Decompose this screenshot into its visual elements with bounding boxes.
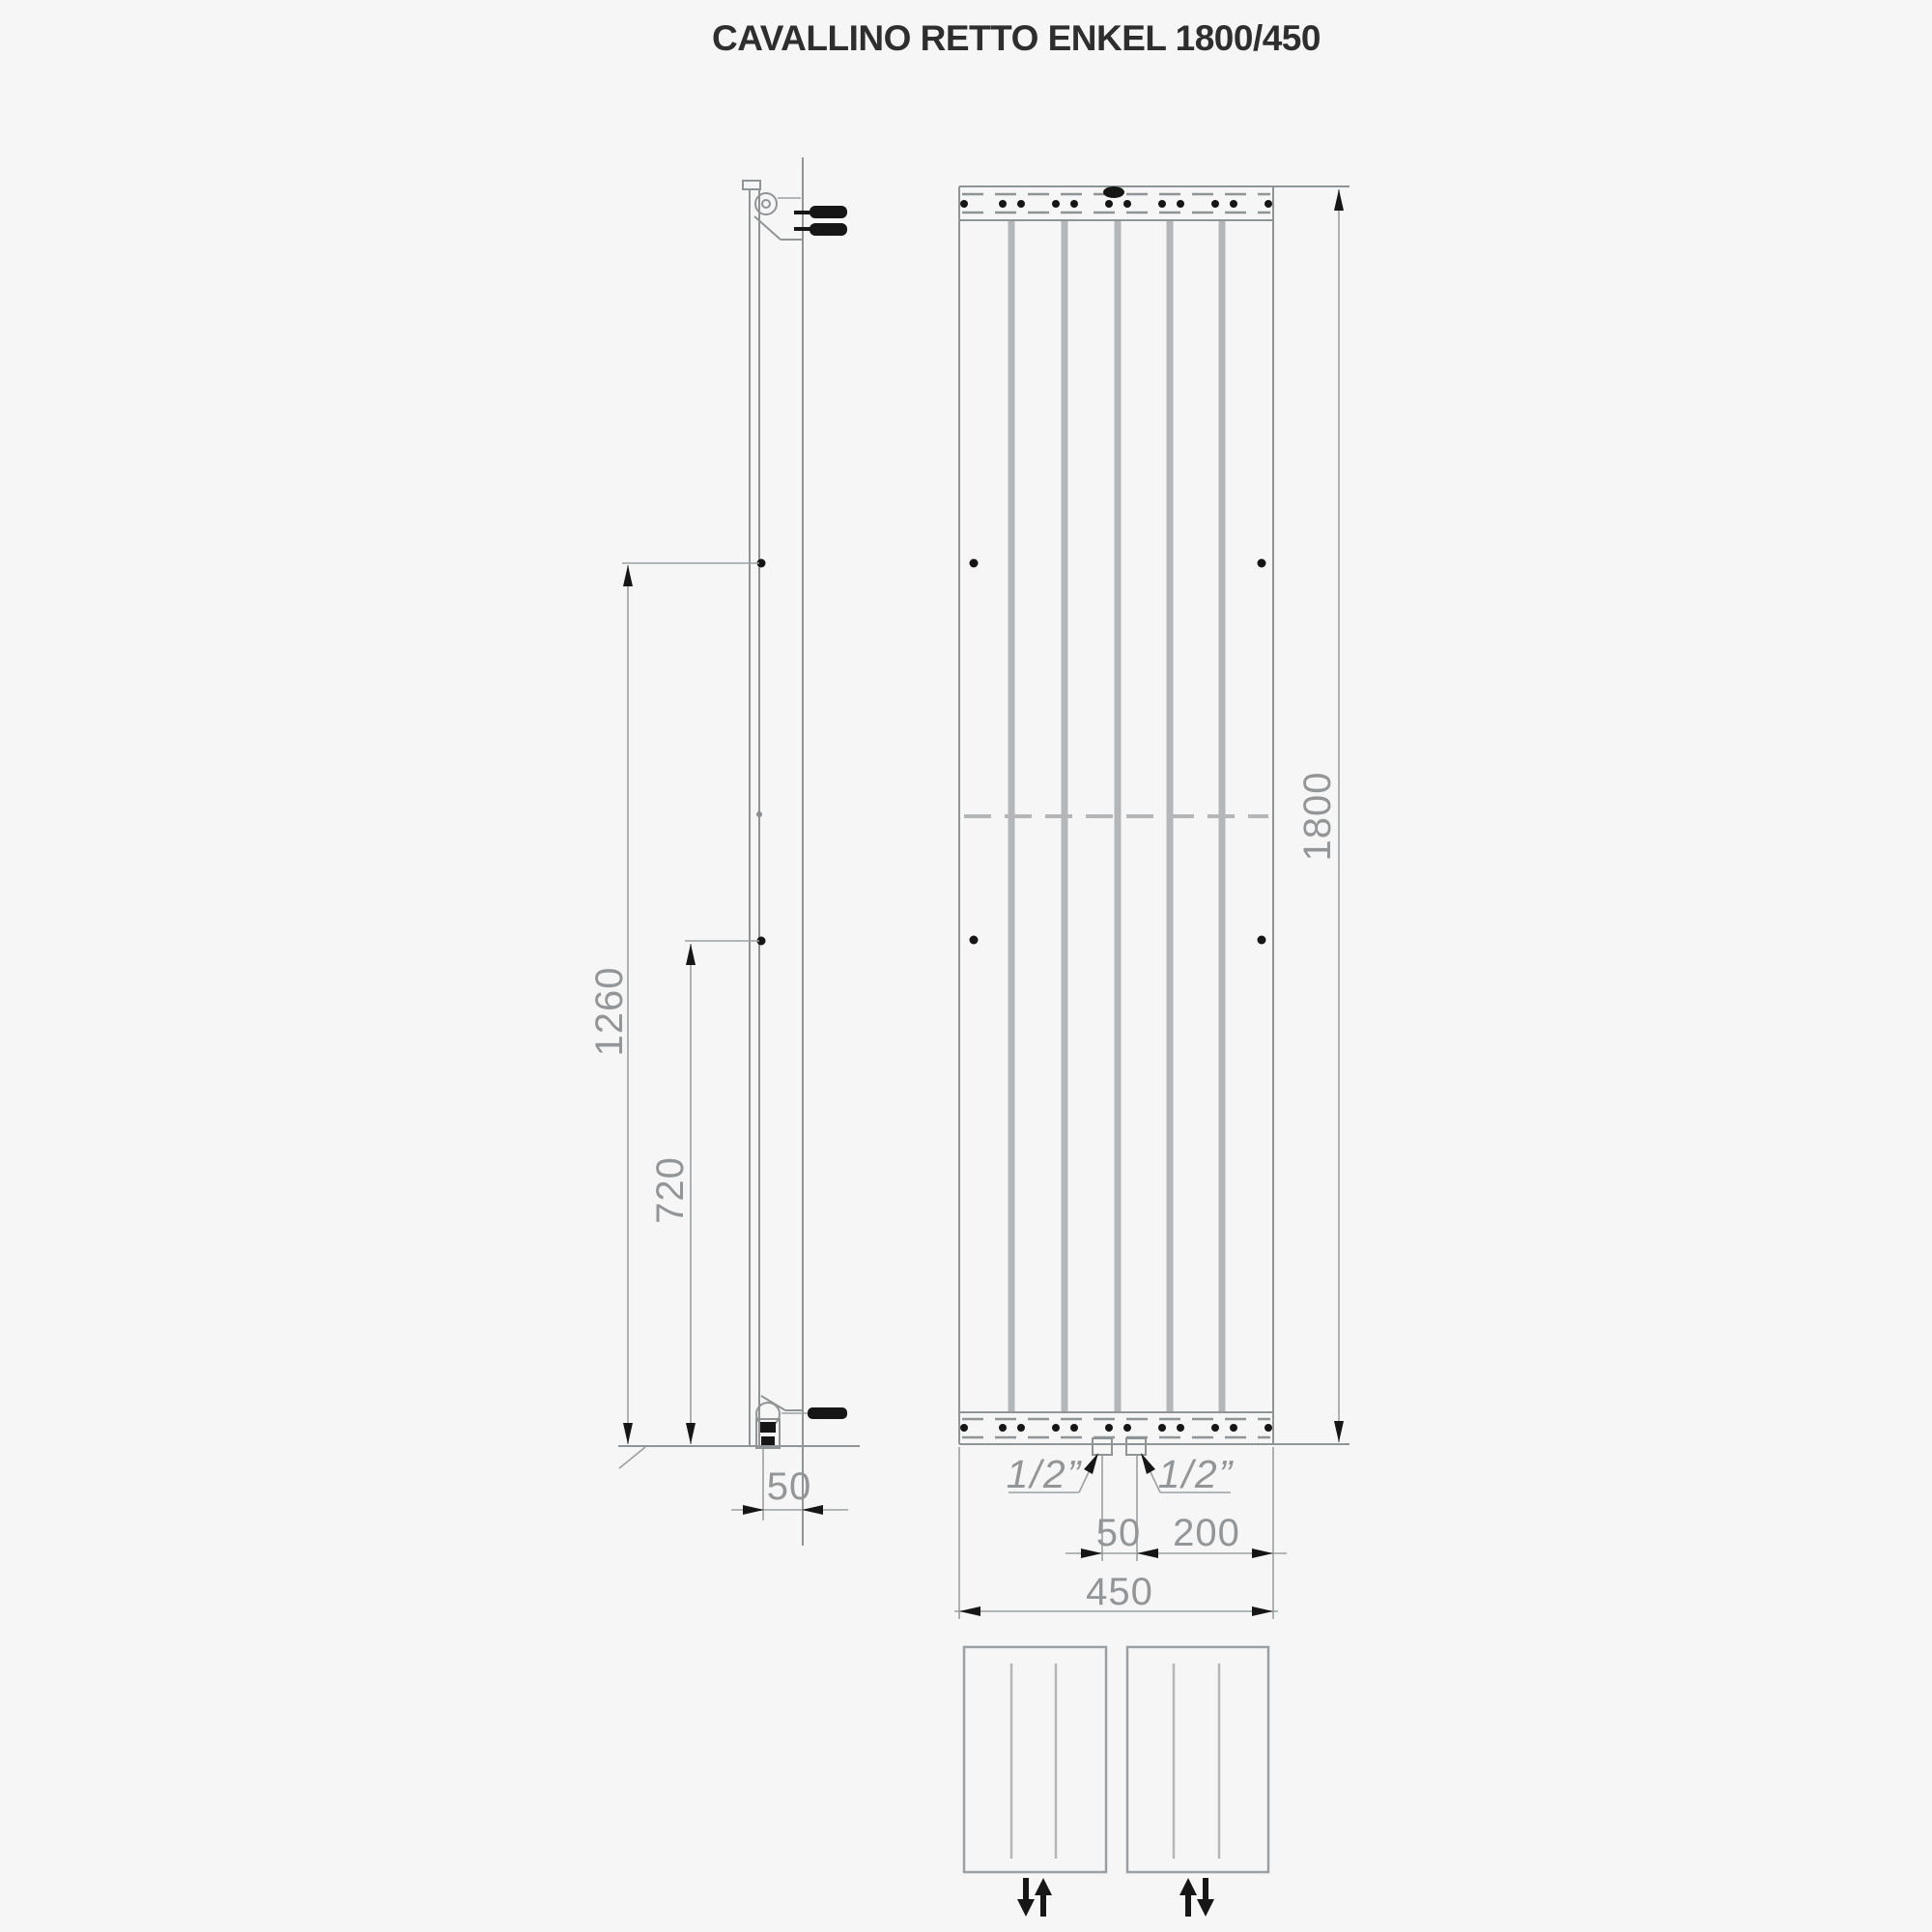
- dim-label-depth: 50: [766, 1465, 812, 1508]
- header-weld-dots: [960, 200, 1272, 208]
- valve-detail-upper: [760, 1422, 776, 1433]
- connection-stub-right: [1126, 1438, 1146, 1455]
- valve-detail-lower: [761, 1436, 775, 1445]
- air-vent-icon: [1103, 186, 1124, 198]
- leader-arrowhead-icon: [1084, 1453, 1098, 1474]
- weld-dot: [1211, 200, 1219, 208]
- flow-option-right: [1127, 1647, 1268, 1917]
- weld-dot: [960, 200, 968, 208]
- conn-label-left: 1/2”: [1006, 1452, 1083, 1496]
- flow-option-left: [964, 1647, 1106, 1917]
- weld-dot: [999, 1424, 1007, 1432]
- mount-hole: [970, 936, 979, 945]
- arrowhead-icon: [623, 565, 633, 586]
- weld-dot: [1158, 1424, 1166, 1432]
- weld-dot: [1052, 200, 1060, 208]
- mount-hole: [1258, 936, 1266, 945]
- weld-dot: [999, 200, 1007, 208]
- arrowhead-icon: [1334, 1421, 1344, 1442]
- wall-anchor-lower: [810, 223, 847, 236]
- connection-stub-left: [1093, 1438, 1112, 1455]
- weld-dot: [1177, 1424, 1184, 1432]
- flow-down-arrow-icon: [1017, 1878, 1035, 1917]
- arrowhead-icon: [623, 1423, 633, 1444]
- arrowhead-icon: [743, 1505, 764, 1515]
- panel-top-cap: [743, 181, 760, 189]
- arrowhead-icon: [686, 1423, 696, 1444]
- weld-dot: [1264, 200, 1272, 208]
- bracket-pin: [762, 200, 770, 208]
- side-view: [588, 157, 860, 1546]
- weld-dot: [1017, 200, 1025, 208]
- weld-dot: [1158, 200, 1166, 208]
- arrowhead-icon: [959, 1606, 980, 1616]
- mount-hole: [970, 559, 979, 568]
- arrowhead-icon: [1252, 1548, 1273, 1558]
- arrowhead-icon: [1334, 189, 1344, 211]
- datum-tick: [619, 1447, 645, 1468]
- conn-label-right: 1/2”: [1157, 1452, 1235, 1496]
- weld-dot: [1264, 1424, 1272, 1432]
- dim-label-height: 1800: [1296, 771, 1339, 862]
- wall-anchor-bottom: [808, 1407, 847, 1419]
- dim-label-conn-offset: 200: [1173, 1512, 1240, 1554]
- front-view: [954, 186, 1350, 1619]
- weld-dot: [960, 1424, 968, 1432]
- leader-arrowhead-icon: [1141, 1453, 1155, 1474]
- flow-option-boxes: [964, 1647, 1268, 1917]
- dim-label-side-upper: 1260: [588, 966, 631, 1057]
- arrowhead-icon: [1252, 1606, 1273, 1616]
- weld-dot: [1070, 200, 1078, 208]
- weld-dot: [1017, 1424, 1025, 1432]
- option-box: [1127, 1647, 1268, 1872]
- footer-weld-dots: [960, 1424, 1272, 1432]
- flow-down-arrow-icon: [1197, 1878, 1214, 1917]
- mid-seam-point: [756, 811, 762, 817]
- weld-dot: [1052, 1424, 1060, 1432]
- side-dimensions: [588, 563, 848, 1520]
- dim-label-conn-spacing: 50: [1095, 1512, 1142, 1554]
- weld-dot: [1230, 200, 1237, 208]
- wall-anchor-upper: [810, 206, 847, 218]
- weld-dot: [1123, 200, 1131, 208]
- weld-dot: [1123, 1424, 1131, 1432]
- mount-hole: [1258, 559, 1266, 568]
- dim-label-side-lower: 720: [649, 1156, 692, 1224]
- dim-label-width: 450: [1086, 1571, 1153, 1613]
- weld-dot: [1105, 1424, 1113, 1432]
- weld-dot: [1070, 1424, 1078, 1432]
- top-bracket: [754, 193, 847, 240]
- arrowhead-icon: [686, 944, 696, 965]
- page-title: CAVALLINO RETTO ENKEL 1800/450: [712, 18, 1321, 58]
- weld-dot: [1177, 200, 1184, 208]
- weld-dot: [1230, 1424, 1237, 1432]
- option-box: [964, 1647, 1106, 1872]
- weld-dot: [1105, 200, 1113, 208]
- weld-dot: [1211, 1424, 1219, 1432]
- flow-up-arrow-icon: [1179, 1878, 1197, 1917]
- flow-up-arrow-icon: [1035, 1878, 1052, 1917]
